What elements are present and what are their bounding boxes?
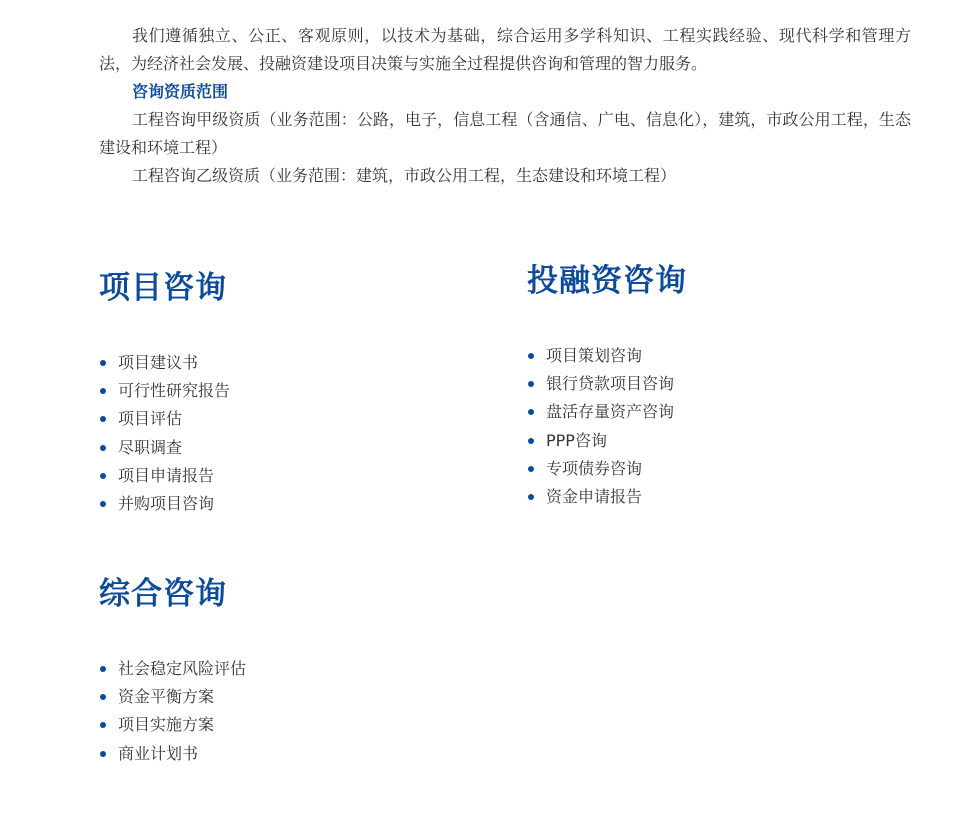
bullet-icon bbox=[100, 694, 106, 700]
section-title: 综合咨询 bbox=[99, 576, 227, 612]
list-item bbox=[527, 483, 687, 511]
bullet-icon bbox=[100, 445, 106, 451]
list-item bbox=[99, 740, 246, 768]
list-item-label: 社会稳定风险评估 bbox=[118, 659, 247, 678]
list-item-label: 商业计划书 bbox=[118, 743, 199, 763]
list-item-label: 项目策划咨询 bbox=[546, 346, 643, 365]
bullet-icon bbox=[528, 353, 534, 359]
list-item-label: 专项债券咨询 bbox=[546, 458, 643, 478]
qualification-heading: 咨询资质范围 bbox=[132, 82, 229, 101]
list-item bbox=[527, 342, 687, 370]
list-item bbox=[99, 711, 246, 739]
list-item-label: 资金申请报告 bbox=[546, 487, 643, 507]
bullet-icon bbox=[528, 438, 534, 444]
section-investment-financing-consulting bbox=[527, 261, 687, 511]
bullet-icon bbox=[100, 416, 106, 422]
list-item bbox=[99, 462, 230, 490]
section-title: 投融资咨询 bbox=[527, 263, 687, 299]
intro-paragraph: 我们遵循独立、公正、客观原则，以技术为基础，综合运用多学科知识、工程实践经验、现代科学和管理方法，为经济社会发展、投融资建设项目决策与实施全过程提供咨询和管理的智力服务。 bbox=[99, 26, 911, 73]
bullet-icon bbox=[100, 666, 106, 672]
list-item bbox=[527, 427, 687, 455]
bullet-icon bbox=[528, 494, 534, 500]
list-item bbox=[99, 434, 230, 462]
list-item-label: 项目申请报告 bbox=[118, 465, 215, 485]
list-item-label: PPP咨询 bbox=[546, 430, 607, 450]
list-item-label: 银行贷款项目咨询 bbox=[546, 374, 675, 394]
list-item-label: 资金平衡方案 bbox=[118, 687, 215, 707]
list-item bbox=[99, 683, 246, 711]
service-list bbox=[99, 655, 246, 768]
list-item-label: 并购项目咨询 bbox=[118, 494, 215, 514]
bullet-icon bbox=[100, 751, 106, 757]
bullet-icon bbox=[528, 381, 534, 387]
section-project-consulting bbox=[99, 268, 230, 518]
bullet-icon bbox=[528, 466, 534, 472]
list-item-label: 盘活存量资产咨询 bbox=[546, 402, 675, 422]
list-item bbox=[99, 405, 230, 433]
list-item-label: 项目实施方案 bbox=[118, 715, 215, 735]
qualification-grade-a: 工程咨询甲级资质（业务范围：公路，电子，信息工程（含通信、广电、信息化），建筑，市政公用工程，生态建设和环境工程） bbox=[99, 110, 911, 157]
bullet-icon bbox=[100, 388, 106, 394]
list-item bbox=[99, 377, 230, 405]
list-item bbox=[527, 455, 687, 483]
intro-block bbox=[99, 22, 911, 190]
section-comprehensive-consulting bbox=[99, 574, 246, 768]
bullet-icon bbox=[100, 360, 106, 366]
bullet-icon bbox=[100, 473, 106, 479]
service-list bbox=[99, 349, 230, 518]
list-item-label: 尽职调查 bbox=[118, 437, 183, 457]
list-item bbox=[527, 398, 687, 426]
qualification-grade-b: 工程咨询乙级资质（业务范围：建筑，市政公用工程，生态建设和环境工程） bbox=[132, 166, 677, 185]
list-item bbox=[99, 655, 246, 683]
service-list bbox=[527, 342, 687, 511]
list-item bbox=[99, 349, 230, 377]
section-title: 项目咨询 bbox=[99, 270, 227, 306]
list-item bbox=[99, 490, 230, 518]
list-item-label: 可行性研究报告 bbox=[118, 381, 231, 401]
bullet-icon bbox=[528, 409, 534, 415]
bullet-icon bbox=[100, 501, 106, 507]
list-item-label: 项目评估 bbox=[118, 409, 183, 429]
list-item bbox=[527, 370, 687, 398]
bullet-icon bbox=[100, 722, 106, 728]
list-item-label: 项目建议书 bbox=[118, 353, 199, 372]
